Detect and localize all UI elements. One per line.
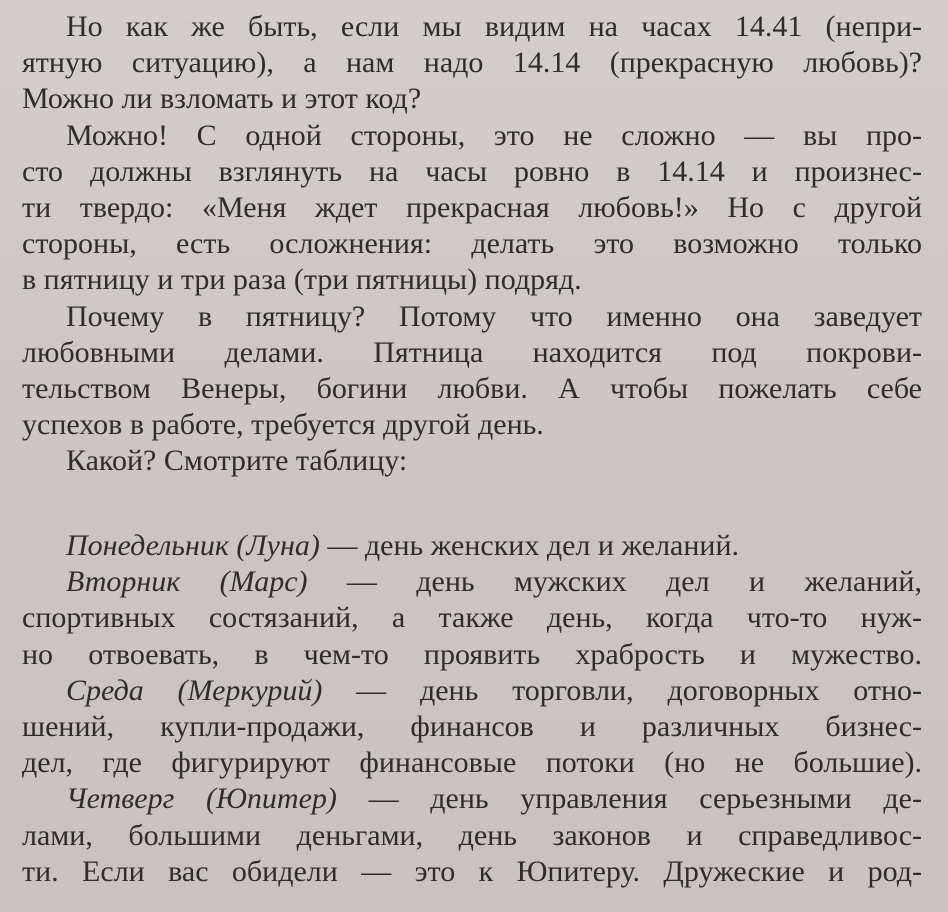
text-line: Можно! С одной стороны, это не сложно — вы про-: [66, 118, 922, 152]
text-line: в пятницу и три раза (три пятницы) подряд.: [22, 263, 582, 297]
text-line: Какой? Смотрите таблицу:: [66, 444, 408, 478]
day-term: Понедельник (Луна): [66, 529, 320, 562]
paragraph-friday: [22, 299, 922, 444]
text-line: [22, 673, 922, 709]
text-line: лами, большими деньгами, день законов и справедливос-: [22, 818, 922, 852]
day-term: Вторник (Марс): [66, 565, 308, 599]
text-line: любовными делами. Пятница находится под покрови-: [22, 335, 922, 369]
day-description: — день женских дел и желаний.: [319, 529, 740, 562]
text-line: но отвоевать, в чем-то проявить храбрость и мужество.: [22, 637, 922, 671]
text-line: сто должны взглянуть на часы ровно в 14.14 и произнес-: [22, 154, 922, 188]
day-entry-tuesday: [22, 564, 922, 673]
paragraph-answer: [22, 118, 922, 299]
text-line: Почему в пятницу? Потому что именно она заведует: [66, 299, 922, 333]
paragraph-clock-question: [22, 9, 922, 118]
text-line: Можно ли взломать и этот код?: [22, 82, 422, 116]
text-line: шений, купли-продажи, финансов и различных бизнес-: [22, 709, 922, 743]
day-entry-monday: [22, 528, 922, 564]
day-description: — день управления серьезными де-: [336, 782, 922, 816]
text-line: [22, 528, 922, 564]
day-description: — день торговли, договорных отно-: [322, 673, 922, 707]
day-term: Четверг (Юпитер): [66, 782, 337, 816]
days-table: [22, 528, 922, 890]
text-line: тельством Венеры, богини любви. А чтобы пожелать себе: [22, 371, 922, 405]
day-term: Среда (Меркурий): [66, 673, 323, 707]
paragraph-table-intro: [22, 443, 922, 479]
text-line: Но как же быть, если мы видим на часах 14.41 (непри-: [66, 10, 922, 43]
day-entry-wednesday: [22, 673, 922, 782]
text-line: ти. Если вас обидели — это к Юпитеру. Дружеские и род-: [22, 854, 922, 888]
text-line: спортивных состязаний, а также день, когда что-то нуж-: [22, 601, 922, 635]
text-line: стороны, есть осложнения: делать это возможно только: [22, 227, 922, 261]
day-description: — день мужских дел и желаний,: [307, 565, 922, 599]
text-line: дел, где фигурируют финансовые потоки (но не большие).: [22, 746, 922, 780]
text-line: ятную ситуацию), а нам надо 14.14 (прекрасную любовь)?: [22, 46, 922, 80]
text-line: успехов в работе, требуется другой день.: [22, 408, 544, 442]
day-entry-thursday: [22, 781, 922, 890]
text-line: [22, 781, 922, 817]
text-line: [22, 564, 922, 600]
intro-text: [22, 9, 922, 479]
text-line: ти твердо: «Меня ждет прекрасная любовь!» Но с другой: [22, 190, 922, 224]
